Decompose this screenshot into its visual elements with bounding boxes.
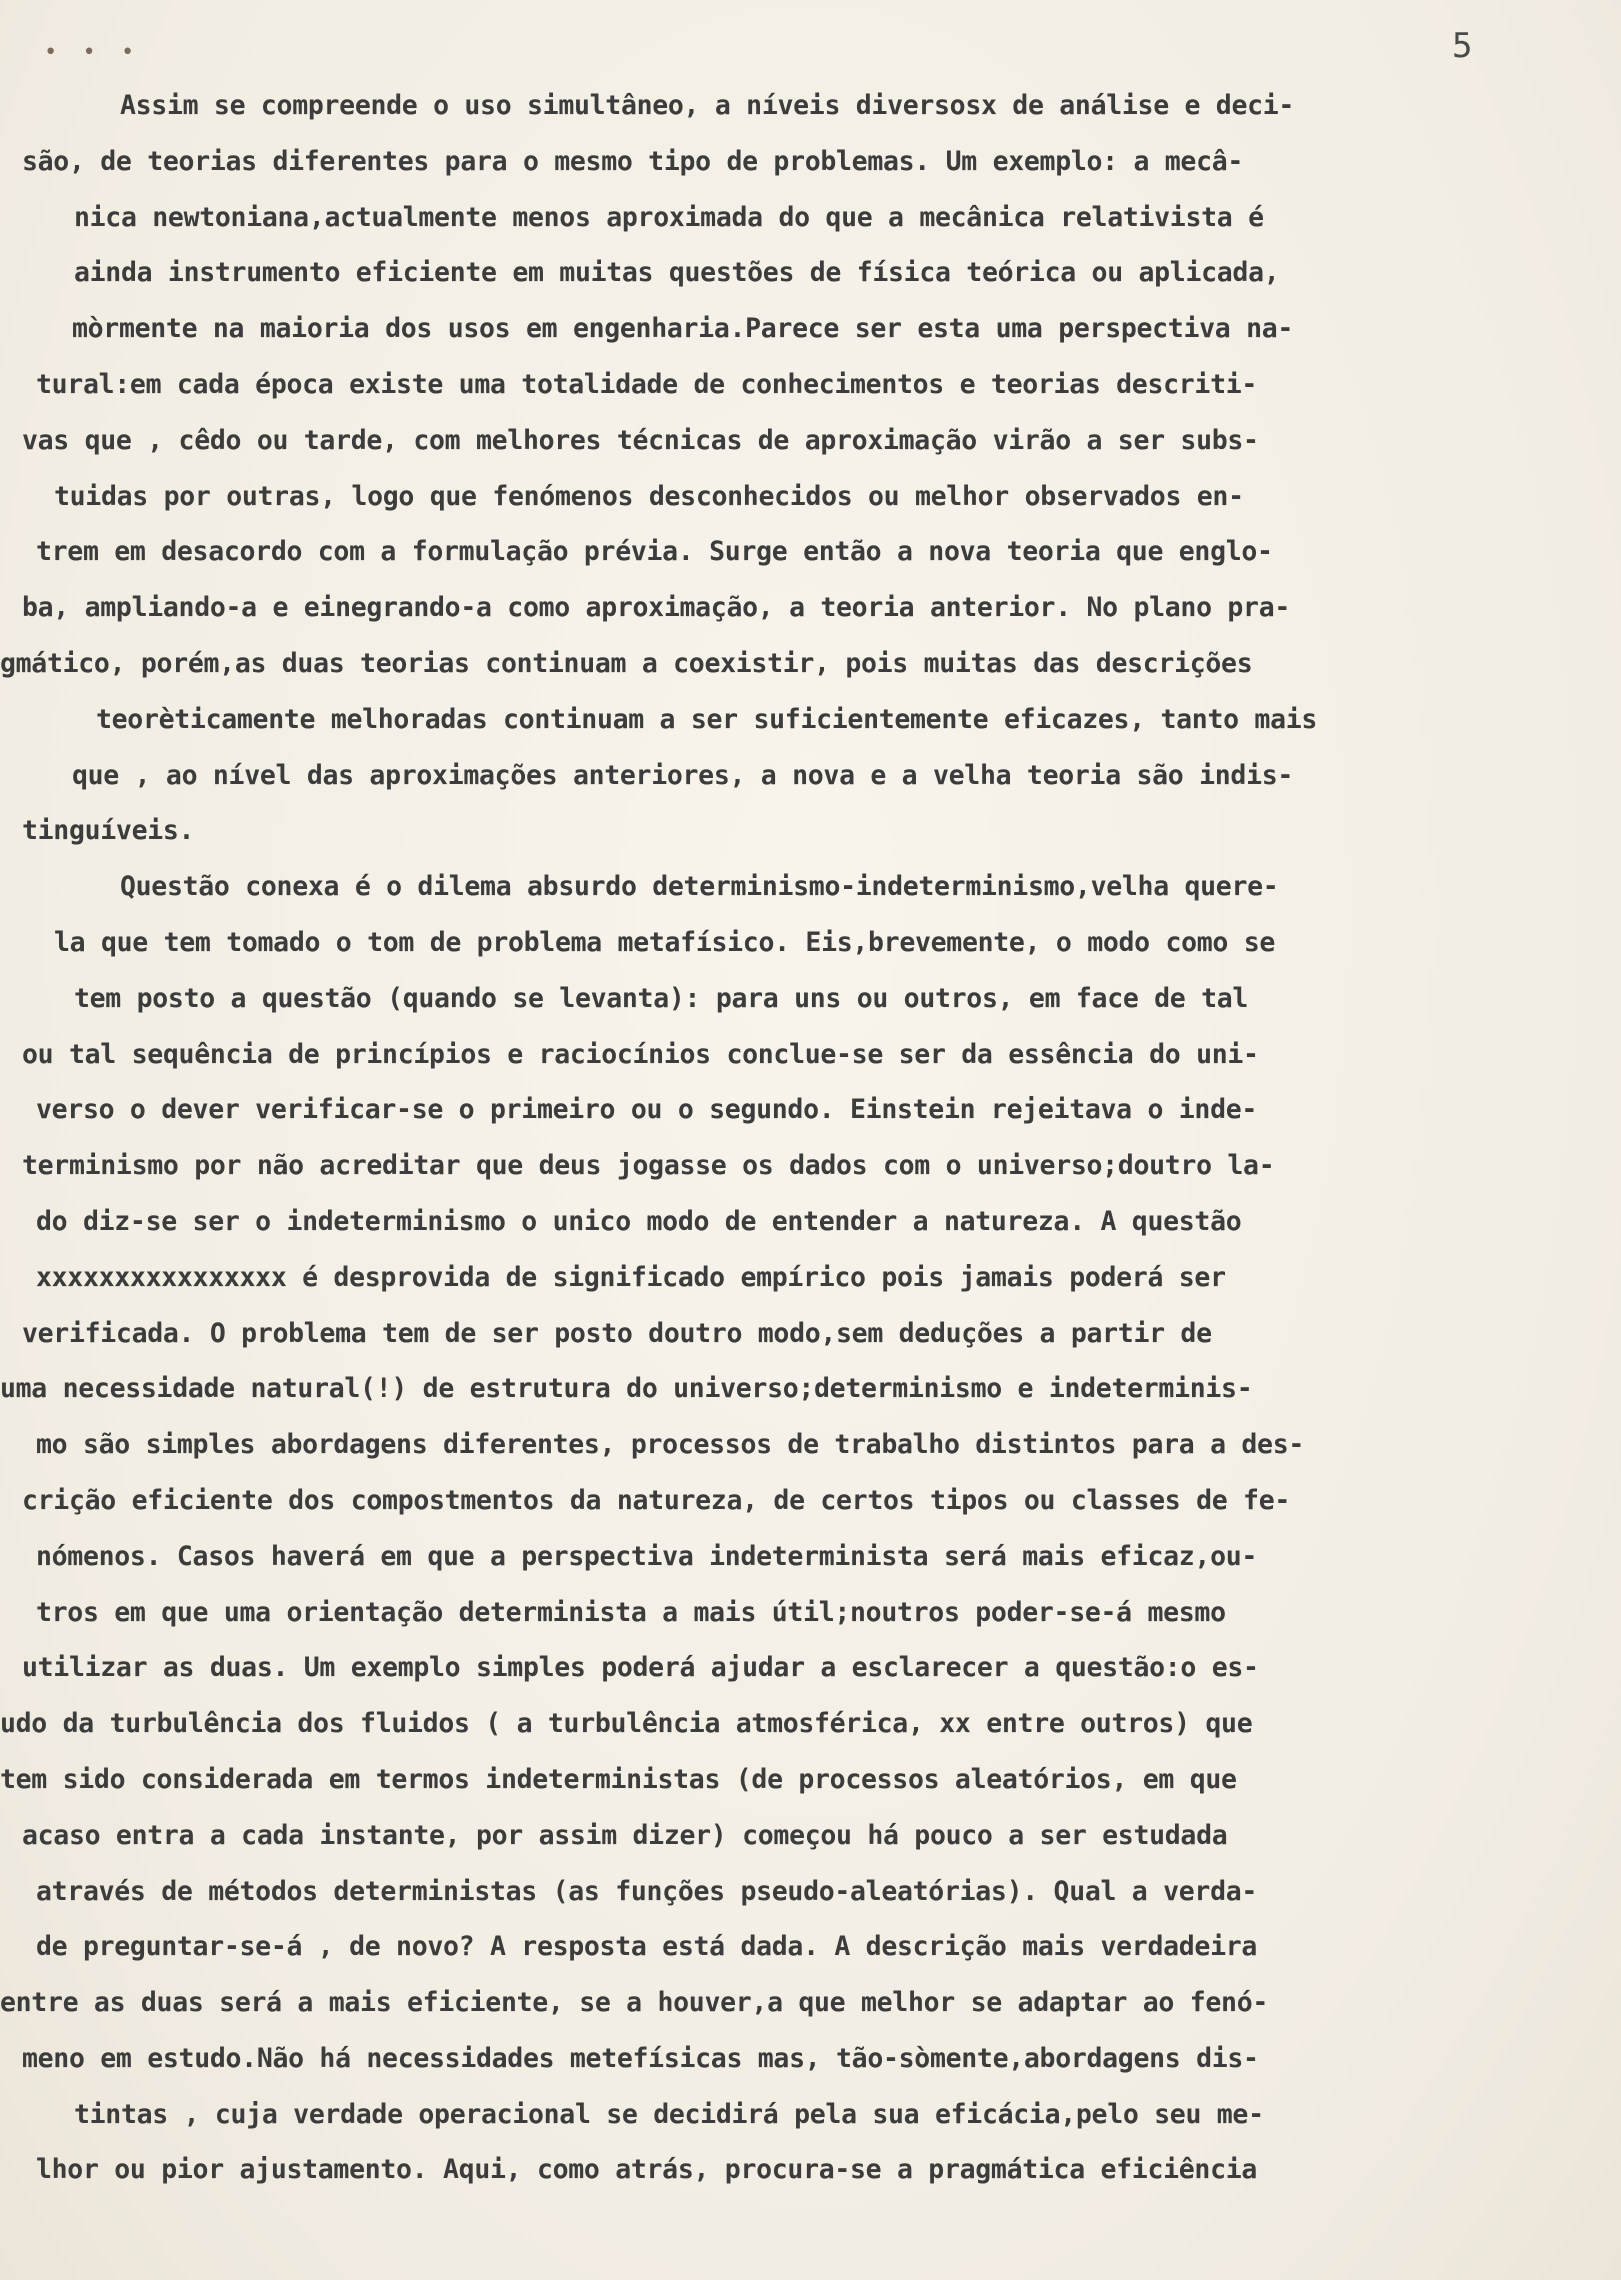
text-line: através de métodos deterministas (as funções pseudo-aleatórias). Qual a verda- [36,1875,1258,1907]
text-line: do diz-se ser o indeterminismo o unico modo de entender a natureza. A questão [36,1205,1242,1237]
text-line: la que tem tomado o tom de problema metafísico. Eis,brevemente, o modo como se [54,926,1276,958]
text-line: tem posto a questão (quando se levanta): para uns ou outros, em face de tal [74,982,1249,1014]
text-line: acaso entra a cada instante, por assim dizer) começou há pouco a ser estudada [22,1819,1228,1851]
text-line: Assim se compreende o uso simultâneo, a níveis diversosx de análise e deci- [120,90,1295,121]
text-line: mòrmente na maioria dos usos em engenharia.Parece ser esta uma perspectiva na- [72,313,1294,345]
text-line: xxxxxxxxxxxxxxxx é desprovida de significado empírico pois jamais poderá ser [36,1261,1226,1293]
body-text [0,78,1621,2198]
text-line: verificada. O problema tem de ser posto doutro modo,sem deduções a partir de [22,1317,1212,1349]
text-line: meno em estudo.Não há necessidades metefísicas mas, tão-sòmente,abordagens dis- [22,2042,1259,2074]
text-line: nómenos. Casos haverá em que a perspectiva indeterminista será mais eficaz,ou- [36,1540,1258,1572]
text-line: teorèticamente melhoradas continuam a ser suficientemente eficazes, tanto mais [96,703,1318,735]
text-line: tros em que uma orientação determinista a mais útil;noutros poder-se-á mesmo [36,1596,1226,1628]
text-line: tinguíveis. [22,815,195,847]
text-line: lhor ou pior ajustamento. Aqui, como atrás, procura-se a pragmática eficiência [36,2154,1258,2186]
text-line: ba, ampliando-a e einegrando-a como aproximação, a teoria anterior. No plano pra- [22,592,1291,624]
text-line: tem sido considerada em termos indeterministas (de processos aleatórios, em que [0,1763,1237,1795]
text-line: entre as duas será a mais eficiente, se a houver,a que melhor se adaptar ao fenó- [0,1987,1269,2019]
text-line: trem em desacordo com a formulação prévia. Surge então a nova teoria que englo- [36,536,1273,568]
text-line: que , ao nível das aproximações anteriores, a nova e a velha teoria são indis- [72,759,1294,791]
text-line: tuidas por outras, logo que fenómenos desconhecidos ou melhor observados en- [54,480,1244,512]
text-line: ainda instrumento eficiente em muitas questões de física teórica ou aplicada, [74,257,1280,289]
text-line: tural:em cada época existe uma totalidade de conhecimentos e teorias descriti- [36,368,1258,400]
page-number: 5 [1452,26,1473,66]
text-line: vas que , cêdo ou tarde, com melhores técnicas de aproximação virão a ser subs- [22,424,1259,456]
text-line: ou tal sequência de princípios e raciocínios conclue-se ser da essência do uni- [22,1038,1259,1070]
text-line: gmático, porém,as duas teorias continuam a coexistir, pois muitas das descrições [0,647,1253,679]
text-line: uma necessidade natural(!) de estrutura do universo;determinismo e indeterminis- [0,1373,1253,1405]
text-line: udo da turbulência dos fluidos ( a turbulência atmosférica, xx entre outros) que [0,1708,1253,1740]
corner-mark: • • • [44,40,141,65]
text-line: terminismo por não acreditar que deus jogasse os dados com o universo;doutro la- [22,1150,1275,1182]
text-line: crição eficiente dos compostmentos da natureza, de certos tipos ou classes de fe- [22,1484,1291,1516]
text-line: nica newtoniana,actualmente menos aproximada do que a mecânica relativista é [74,201,1264,233]
text-line: Questão conexa é o dilema absurdo determinismo-indeterminismo,velha quere- [120,871,1279,903]
text-line: tintas , cuja verdade operacional se decidirá pela sua eficácia,pelo seu me- [74,2098,1264,2130]
text-line: verso o dever verificar-se o primeiro ou o segundo. Einstein rejeitava o inde- [36,1094,1258,1126]
text-line: de preguntar-se-á , de novo? A resposta está dada. A descrição mais verdadeira [36,1931,1258,1963]
text-line: são, de teorias diferentes para o mesmo tipo de problemas. Um exemplo: a mecâ- [22,145,1244,177]
text-line: utilizar as duas. Um exemplo simples poderá ajudar a esclarecer a questão:o es- [22,1652,1259,1684]
text-line: mo são simples abordagens diferentes, processos de trabalho distintos para a des- [36,1429,1305,1461]
